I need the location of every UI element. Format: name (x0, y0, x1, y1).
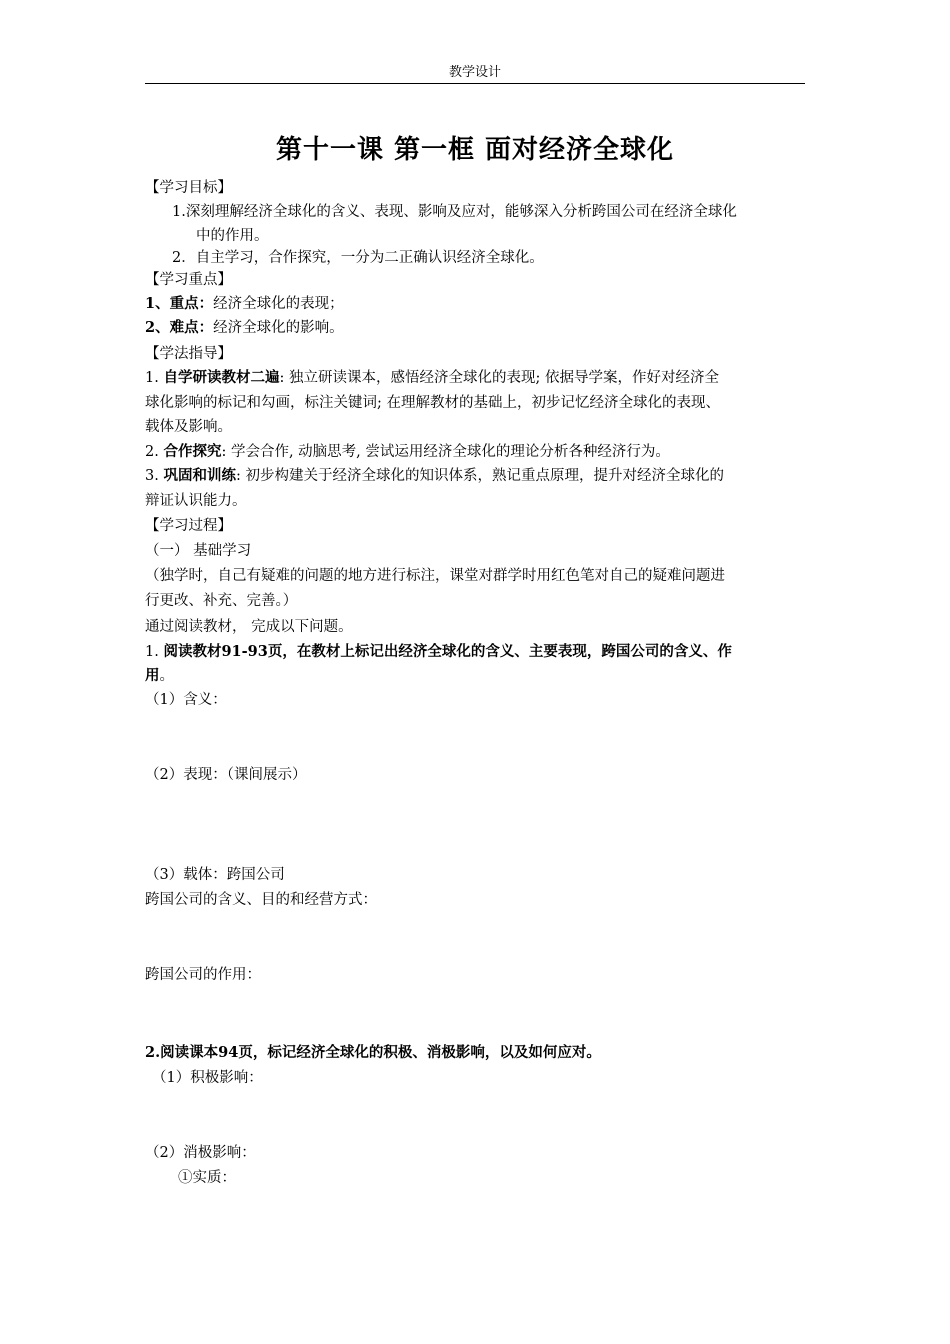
focus-heading: 【学习重点】 (145, 272, 232, 288)
question-2: 2.阅读课本94页，标记经济全球化的积极、消极影响，以及如何应对。 (145, 1044, 601, 1061)
process-intro: 通过阅读教材， 完成以下问题。 (145, 619, 353, 635)
question-1-text: 阅读教材91-93页，在教材上标记出经济全球化的含义、主要表现，跨国公司的含义、作 (163, 643, 732, 660)
focus-key-label: 1、重点： (145, 295, 214, 312)
focus-hard-label: 2、难点： (145, 319, 214, 336)
focus-hard-text: 经济全球化的影响。 (213, 320, 344, 336)
method-2-number: 2. (145, 444, 164, 460)
objective-1-line-1: 1.深刻理解经济全球化的含义、表现、影响及应对，能够深入分析跨国公司在经济全球化 (172, 204, 737, 220)
method-3-line-2: 辩证认识能力。 (145, 493, 247, 509)
question-1-line-1 (145, 642, 732, 662)
process-heading: 【学习过程】 (145, 518, 232, 534)
method-3-line-1 (145, 466, 724, 486)
method-2 (145, 442, 670, 462)
method-1-line-1 (145, 368, 719, 388)
page-header: 教学设计 (448, 65, 501, 80)
method-2-label: 合作探究 (163, 443, 222, 460)
process-note-line-2: 行更改、补充、完善。） (145, 593, 298, 609)
method-3-text: : 初步构建关于经济全球化的知识体系，熟记重点原理，提升对经济全球化的 (235, 468, 724, 484)
focus-hard (145, 318, 344, 338)
question-1-carrier: （3）载体：跨国公司 (145, 867, 285, 883)
process-note-line-1: （独学时，自己有疑难的问题的地方进行标注，课堂对群学时用红色笔对自己的疑难问题进 (145, 568, 725, 584)
method-1-line-2: 球化影响的标记和勾画，标注关键词; 在理解教材的基础上，初步记忆经济全球化的表现、 (145, 395, 720, 411)
question-1-carrier-role: 跨国公司的作用： (145, 967, 261, 983)
method-3-label: 巩固和训练 (163, 467, 236, 484)
method-2-text: : 学会合作, 动脑思考, 尝试运用经济全球化的理论分析各种经济行为。 (221, 444, 670, 460)
process-part-1: （一） 基础学习 (145, 543, 252, 559)
question-1-meaning: （1）含义： (145, 692, 227, 708)
focus-key (145, 294, 344, 314)
method-1-text: : 独立研读课本，感悟经济全球化的表现; 依据导学案，作好对经济全 (279, 370, 719, 386)
question-1-line-2 (145, 666, 174, 686)
question-1-manifestation: （2）表现：（课间展示） (145, 767, 307, 783)
objective-1-line-2: 中的作用。 (196, 228, 269, 244)
question-2-negative-essence: ①实质： (178, 1170, 236, 1186)
page-title: 第十一课 第一框 面对经济全球化 (275, 135, 675, 165)
focus-key-text: 经济全球化的表现； (213, 296, 344, 312)
method-1-label: 自学研读教材二遍 (163, 369, 280, 386)
objectives-heading: 【学习目标】 (145, 180, 232, 196)
method-heading: 【学法指导】 (145, 346, 232, 362)
method-1-line-3: 载体及影响。 (145, 419, 232, 435)
header-rule (145, 83, 805, 84)
question-1-period: 。 (159, 668, 174, 684)
method-3-number: 3. (145, 468, 164, 484)
question-1-number: 1. (145, 644, 164, 660)
method-1-number: 1. (145, 370, 164, 386)
objective-2: 2．自主学习，合作探究，一分为二正确认识经济全球化。 (172, 250, 544, 266)
question-2-positive: （1）积极影响： (152, 1070, 263, 1086)
question-1-text-end: 用 (145, 667, 160, 684)
question-2-negative: （2）消极影响： (145, 1145, 256, 1161)
question-1-carrier-definition: 跨国公司的含义、目的和经营方式： (145, 892, 377, 908)
